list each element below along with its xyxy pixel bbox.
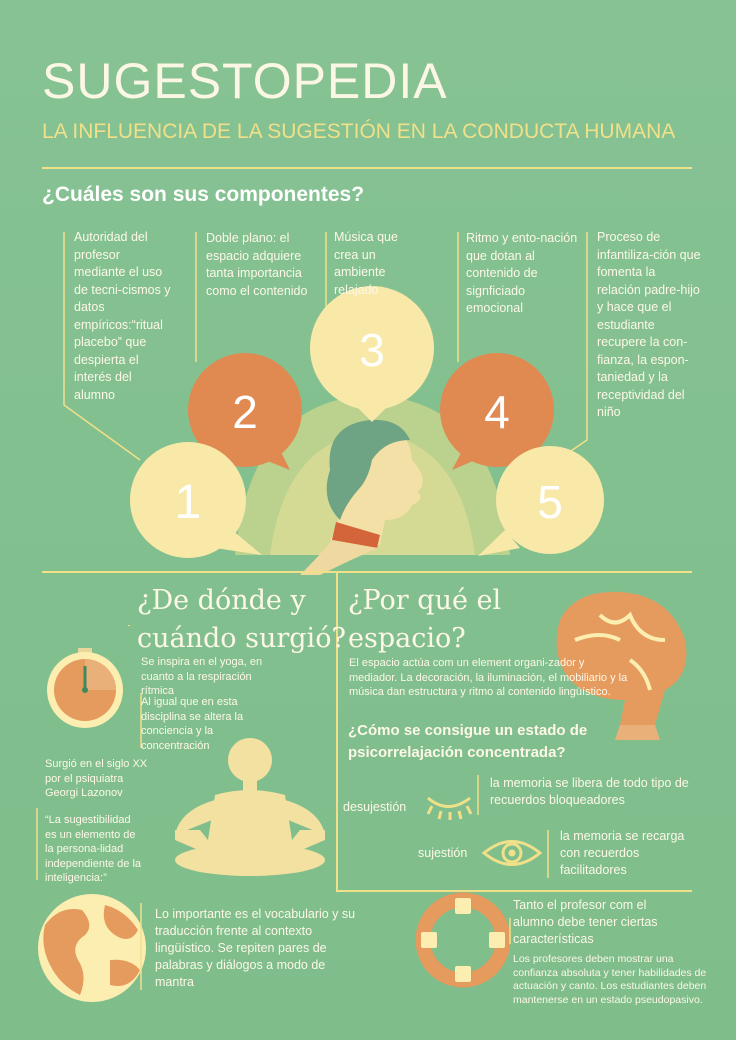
component-text-3: Música que crea un ambiente relajado: [334, 230, 398, 297]
origin-heading-line1: ¿De dónde y: [137, 585, 306, 616]
component-text-2: Doble plano: el espacio adquiere tanta importancia como el contenido: [206, 231, 308, 298]
origin-heading-line2: cuándo surgió?: [137, 623, 346, 654]
component-text-4: Ritmo y ento-nación que dotan al contenido de signficiado emocional: [466, 231, 578, 315]
bubble-number-5: 5: [537, 476, 563, 528]
space-heading-line2: espacio?: [348, 623, 466, 654]
desuggestion-text: la memoria se libera de todo tipo de recuerdos bloqueadores: [490, 776, 689, 807]
stopwatch-icon: [47, 648, 123, 728]
bubble-number-1: 1: [174, 476, 202, 529]
component-text-1: Autoridad del profesor mediante el uso de tecni-cismos y datos empíricos:“ritual placebo” que despierta el interés del alumno: [74, 230, 171, 402]
suggestion-label: sujestión: [418, 846, 468, 860]
lifebuoy-icon: [421, 898, 505, 982]
origin-yoga-text: Se inspira en el yoga, en cuanto a la respiración rítmica: [141, 656, 263, 697]
desuggestion-label: desujestión: [343, 800, 407, 814]
component-text-5: Proceso de infantiliza-ción que fomenta la relación padre-hijo y hace que el estudiante recupere la con-fianza, la espon-taniedad y la receptividad del niño: [597, 230, 701, 419]
space-heading: [348, 582, 501, 658]
space-heading-line1: ¿Por qué el: [348, 585, 502, 616]
origin-quote-text: “La sugestibilidad es un elemento de la persona-lidad independiente de la inteligencia:”: [45, 814, 142, 884]
components-question: ¿Cuáles son sus componentes?: [42, 183, 365, 206]
origin-century-text: Surgió en el siglo XX por el psiquiatra Georgi Lazonov: [45, 758, 148, 799]
teacher-intro-text: Tanto el profesor com el alumno debe tener ciertas características: [513, 898, 658, 946]
bubble-number-3: 3: [359, 324, 385, 376]
suggestion-text: la memoria se recarga con recuerdos facilitadores: [560, 829, 685, 877]
bubble-number-2: 2: [232, 386, 258, 438]
state-question: [348, 720, 587, 764]
space-text: El espacio actúa com un element organi-zador y mediador. La decoración, la iluminación, el mobiliario y la música dan estructura y ritmo al contenido lingüístico.: [349, 657, 628, 698]
meditation-figure-icon: [175, 738, 325, 876]
teacher-details-text: Los profesores deben mostrar una confianza absoluta y tener habilidades de actuación y canto. Los estudiantes deben mantenerse en un estado pseudopasivo.: [513, 953, 707, 1006]
origin-discipline-text: Al igual que en esta disciplina se altera la conciencia y la concentración: [141, 696, 244, 752]
open-eye-icon: [484, 842, 540, 865]
origin-vocab-text: Lo importante es el vocabulario y su traducción frente al contexto lingüístico. Se repiten pares de palabras y diálogos a modo de mantra: [155, 907, 356, 989]
globe-icon: [38, 894, 146, 1002]
state-question-line1: ¿Cómo se consigue un estado de: [348, 722, 588, 739]
bubble-number-4: 4: [484, 386, 510, 438]
closed-eye-icon: [428, 798, 471, 820]
state-question-line2: psicorrelajación concentrada?: [348, 744, 566, 761]
page-subtitle: LA INFLUENCIA DE LA SUGESTIÓN EN LA CONDUCTA HUMANA: [42, 120, 676, 143]
page-title: SUGESTOPEDIA: [42, 53, 448, 109]
